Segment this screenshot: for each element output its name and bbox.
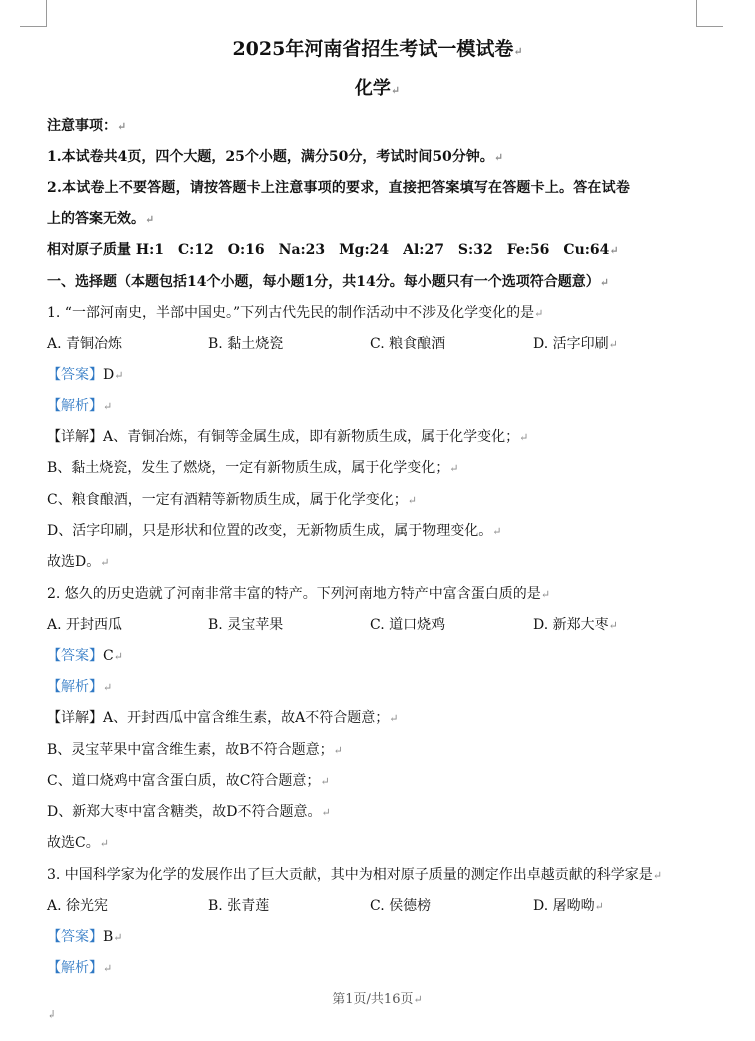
- option-a: A. 青铜冶炼: [47, 336, 123, 352]
- option-d: D. 活字印刷↵: [533, 336, 618, 352]
- paragraph-mark: ↲: [47, 1008, 57, 1021]
- option-b: B. 黏土烧瓷: [208, 336, 284, 352]
- option-d: D. 屠呦呦↵: [533, 898, 604, 914]
- option-c: C. 粮食酿酒: [370, 336, 446, 352]
- option-c: C. 侯德榜: [370, 898, 432, 914]
- option-a: A. 开封西瓜: [47, 617, 123, 633]
- analysis-label: 【解析】↵: [47, 398, 113, 414]
- crop-mark-top-right: [696, 0, 723, 27]
- options-row: [47, 896, 707, 916]
- detail-line: 【详解】A、青铜冶炼，有铜等金属生成，即有新物质生成，属于化学变化；↵: [47, 429, 529, 445]
- answer-line: 【答案】D↵: [47, 367, 124, 383]
- options-row: [47, 615, 707, 635]
- option-a: A. 徐光宪: [47, 898, 109, 914]
- detail-line: B、黏土烧瓷，发生了燃烧，一定有新物质生成，属于化学变化；↵: [47, 460, 459, 476]
- option-b: B. 张青莲: [208, 898, 270, 914]
- detail-line: 【详解】A、开封西瓜中富含维生素，故A不符合题意；↵: [47, 710, 399, 726]
- detail-line: D、活字印刷，只是形状和位置的改变，无新物质生成，属于物理变化。↵: [47, 523, 502, 539]
- note-item: 上的答案无效。↵: [47, 211, 155, 227]
- question-stem: 3. 中国科学家为化学的发展作出了巨大贡献，其中为相对原子质量的测定作出卓越贡献的科学家是↵: [47, 867, 663, 883]
- note-item: 1.本试卷共4页，四个大题，25个小题，满分50分，考试时间50分钟。↵: [47, 149, 504, 165]
- note-item: 2.本试卷上不要答题，请按答题卡上注意事项的要求，直接把答案填写在答题卡上。答在试卷: [47, 180, 631, 196]
- crop-mark-top-left: [20, 0, 47, 27]
- option-c: C. 道口烧鸡: [370, 617, 446, 633]
- option-b: B. 灵宝苹果: [208, 617, 284, 633]
- analysis-label: 【解析】↵: [47, 679, 113, 695]
- option-d: D. 新郑大枣↵: [533, 617, 618, 633]
- answer-line: 【答案】B↵: [47, 929, 123, 945]
- exam-title: 2025年河南省招生考试一模试卷↵: [232, 38, 523, 60]
- answer-line: 【答案】C↵: [47, 648, 123, 664]
- section-title: 一、选择题（本题包括14个小题，每小题1分，共14分。每小题只有一个选项符合题意）↵: [47, 274, 609, 290]
- options-row: [47, 334, 707, 354]
- page-footer: 第1页/共16页↵: [332, 992, 423, 1007]
- notes-heading: 注意事项：↵: [47, 118, 127, 134]
- subject-title: 化学↵: [354, 78, 401, 99]
- conclusion-line: 故选D。↵: [47, 554, 110, 570]
- detail-line: C、粮食酿酒，一定有酒精等新物质生成，属于化学变化；↵: [47, 492, 417, 508]
- question-stem: 2. 悠久的历史造就了河南非常丰富的特产。下列河南地方特产中富含蛋白质的是↵: [47, 586, 551, 602]
- question-stem: 1. “一部河南史，半部中国史。”下列古代先民的制作活动中不涉及化学变化的是↵: [47, 305, 544, 321]
- detail-line: D、新郑大枣中富含糖类，故D不符合题意。↵: [47, 804, 331, 820]
- analysis-label: 【解析】↵: [47, 960, 113, 976]
- conclusion-line: 故选C。↵: [47, 835, 109, 851]
- atomic-mass-line: 相对原子质量 H:1 C:12 O:16 Na:23 Mg:24 Al:27 S:32 Fe:56 Cu:64↵: [47, 242, 619, 258]
- detail-line: B、灵宝苹果中富含维生素，故B不符合题意；↵: [47, 742, 343, 758]
- detail-line: C、道口烧鸡中富含蛋白质，故C符合题意；↵: [47, 773, 330, 789]
